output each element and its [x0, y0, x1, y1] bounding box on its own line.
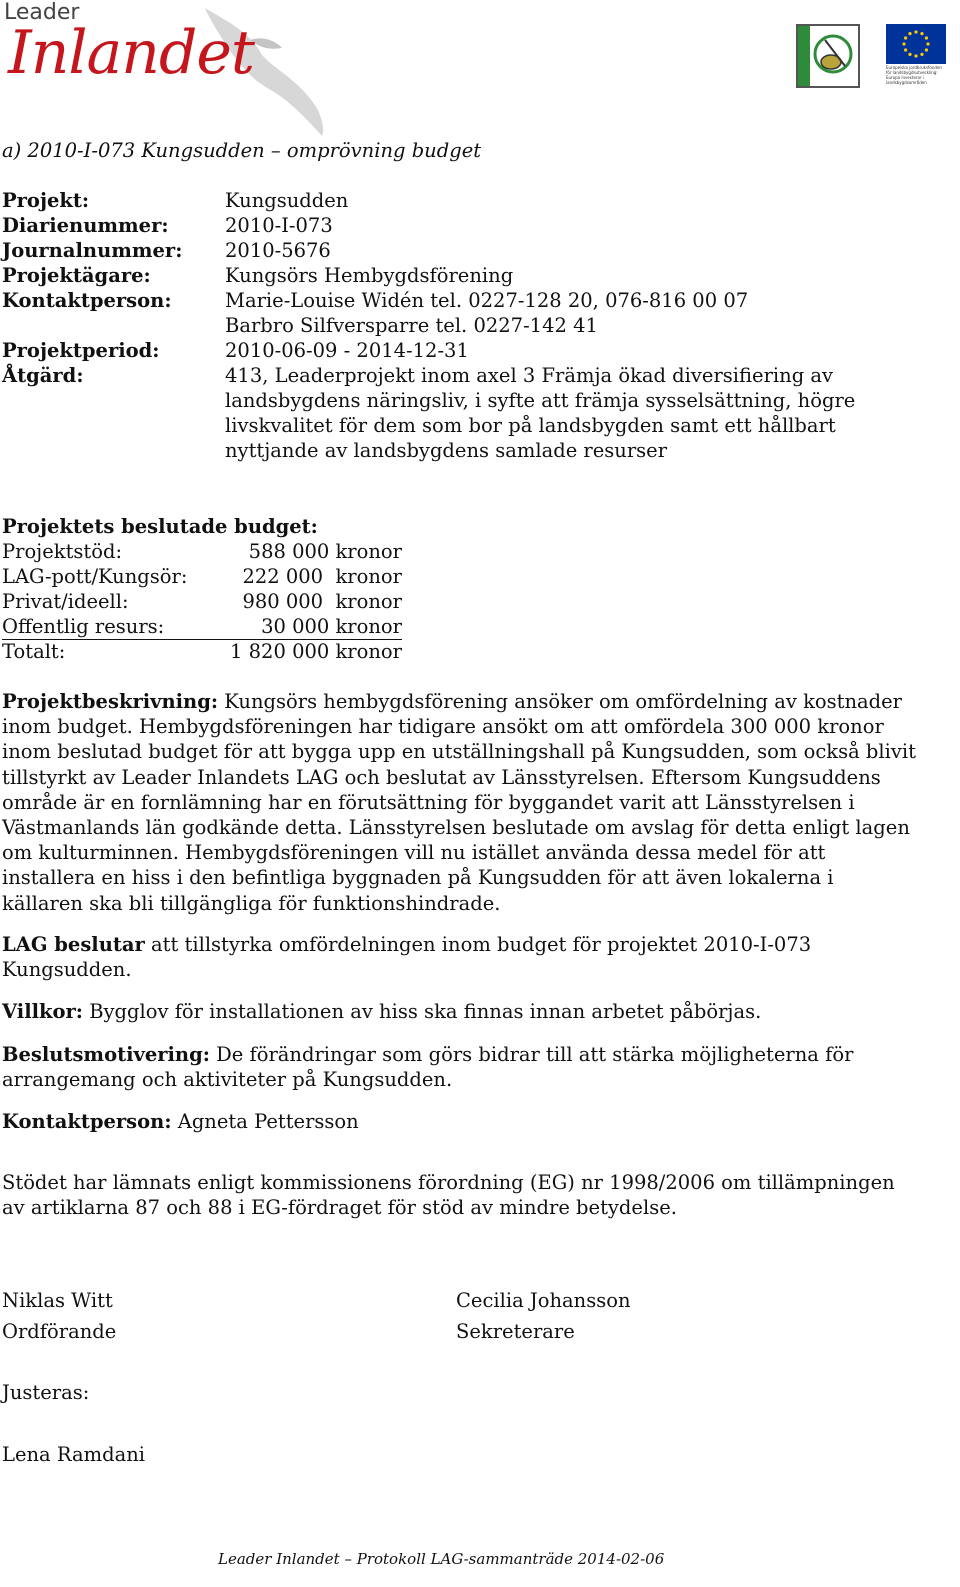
info-value: 2010-5676 [225, 239, 331, 262]
budget-total-label: Totalt: [2, 640, 66, 663]
leader-inlandet-logo [0, 0, 340, 140]
project-description [2, 689, 917, 916]
description-label: Projektbeskrivning: [2, 690, 219, 713]
budget-total-row [2, 639, 402, 664]
info-value: 2010-I-073 [225, 214, 333, 237]
decision-label: LAG beslutar [2, 933, 145, 956]
signatory-left-name: Niklas Witt [2, 1289, 113, 1312]
contact [2, 1109, 917, 1134]
info-label: Diarienummer: [2, 214, 169, 237]
info-value: Kungsudden [225, 189, 349, 212]
leaf-icon [811, 28, 857, 84]
adjust-label: Justeras: [2, 1381, 90, 1404]
info-value: 413, Leaderprojekt inom axel 3 Främja ökad diversifiering av [225, 364, 834, 387]
legal-text: Stödet har lämnats enligt kommissionens förordning (EG) nr 1998/2006 om tillämpningen av artiklarna 87 och 88 i EG-fördraget för stöd av mindre betydelse. [2, 1171, 895, 1220]
description-text: Kungsörs hembygdsförening ansöker om omfördelning av kostnader inom budget. Hembygdsföreningen har tidigare ansökt om att omfördela 300 000 kronor inom beslutad budget för att bygga upp en utställningshall på Kungsudden, som också blivit tillstyrkt av Leader Inlandets LAG och beslutat av Länsstyrelsen. Eftersom Kungsuddens område är en fornlämning har en förutsättning för byggandet varit att Länsstyrelsen i Västmanlands län godkände detta. Länsstyrelsen beslutade om avslag för detta enligt lagen om kulturminnen. Hembygdsföreningen vill nu istället använda dessa medel för att installera en hiss i den befintliga byggnaden på Kungsudden för att även lokalerna i källaren ska bli tillgängliga för funktionshindrade. [2, 690, 916, 915]
info-label: Projektägare: [2, 264, 151, 287]
budget-row [2, 564, 402, 589]
motivation-text: De förändringar som görs bidrar till att stärka möjligheterna för arrangemang och aktiviteter på Kungsudden. [2, 1043, 854, 1092]
budget-label: Offentlig resurs: [2, 615, 165, 638]
info-value: Marie-Louise Widén tel. 0227-128 20, 076-816 00 07 [225, 289, 749, 312]
info-value: Kungsörs Hembygdsförening [225, 264, 514, 287]
eu-logo-caption: Europeiska jordbruksfonden för landsbygdsutveckling: Europa investerar i landsbygdsområden [886, 65, 942, 85]
lag-decision [2, 932, 917, 982]
conditions-text: Bygglov för installationen av hiss ska finnas innan arbetet påbörjas. [83, 1000, 762, 1023]
info-label: Projekt: [2, 189, 90, 212]
budget-row [2, 589, 402, 614]
conditions [2, 999, 917, 1024]
budget-label: LAG-pott/Kungsör: [2, 565, 188, 588]
budget-row [2, 614, 402, 639]
signatory-right-role: Sekreterare [456, 1320, 575, 1343]
motivation [2, 1042, 917, 1092]
conditions-label: Villkor: [2, 1000, 83, 1023]
leader-eu-logo [789, 24, 860, 88]
logo-leader-text: Leader [4, 0, 80, 25]
signatory-left-role: Ordförande [2, 1320, 117, 1343]
info-value: Barbro Silfversparre tel. 0227-142 41 [225, 314, 598, 337]
eu-flag-icon [886, 24, 946, 64]
atgard-line: nyttjande av landsbygdens samlade resurser [225, 439, 668, 462]
info-label: Journalnummer: [2, 239, 183, 262]
contact-label: Kontaktperson: [2, 1110, 172, 1133]
logo-inlandet-text: Inlandet [8, 18, 254, 88]
section-title: a) 2010-I-073 Kungsudden – omprövning budget [2, 139, 482, 162]
info-label: Åtgärd: [2, 364, 84, 387]
budget-amount: 980 000 kronor [242, 590, 402, 613]
budget-amount: 588 000 kronor [248, 540, 402, 563]
info-value: 2010-06-09 - 2014-12-31 [225, 339, 469, 362]
budget-heading: Projektets beslutade budget: [2, 515, 318, 538]
budget-amount: 30 000 kronor [261, 615, 402, 638]
budget-total-amount: 1 820 000 kronor [230, 640, 402, 663]
budget-label: Privat/ideell: [2, 590, 129, 613]
contact-text: Agneta Pettersson [171, 1110, 359, 1133]
budget-row [2, 539, 402, 564]
eu-flag-logo [886, 24, 946, 85]
page-footer: Leader Inlandet – Protokoll LAG-sammanträde 2014-02-06 [218, 1550, 665, 1568]
motivation-label: Beslutsmotivering: [2, 1043, 210, 1066]
decision-text: att tillstyrka omfördelningen inom budget för projektet 2010-I-073 Kungsudden. [2, 933, 812, 982]
atgard-line: livskvalitet för dem som bor på landsbygden samt ett hållbart [225, 414, 836, 437]
budget-amount: 222 000 kronor [242, 565, 402, 588]
info-label: Kontaktperson: [2, 289, 172, 312]
budget-label: Projektstöd: [2, 540, 123, 563]
atgard-line: landsbygdens näringsliv, i syfte att främja sysselsättning, högre [225, 389, 856, 412]
adjuster-name: Lena Ramdani [2, 1443, 146, 1466]
signatory-right-name: Cecilia Johansson [456, 1289, 631, 1312]
info-label: Projektperiod: [2, 339, 160, 362]
leader-logo-text: LEADER [789, 36, 799, 73]
